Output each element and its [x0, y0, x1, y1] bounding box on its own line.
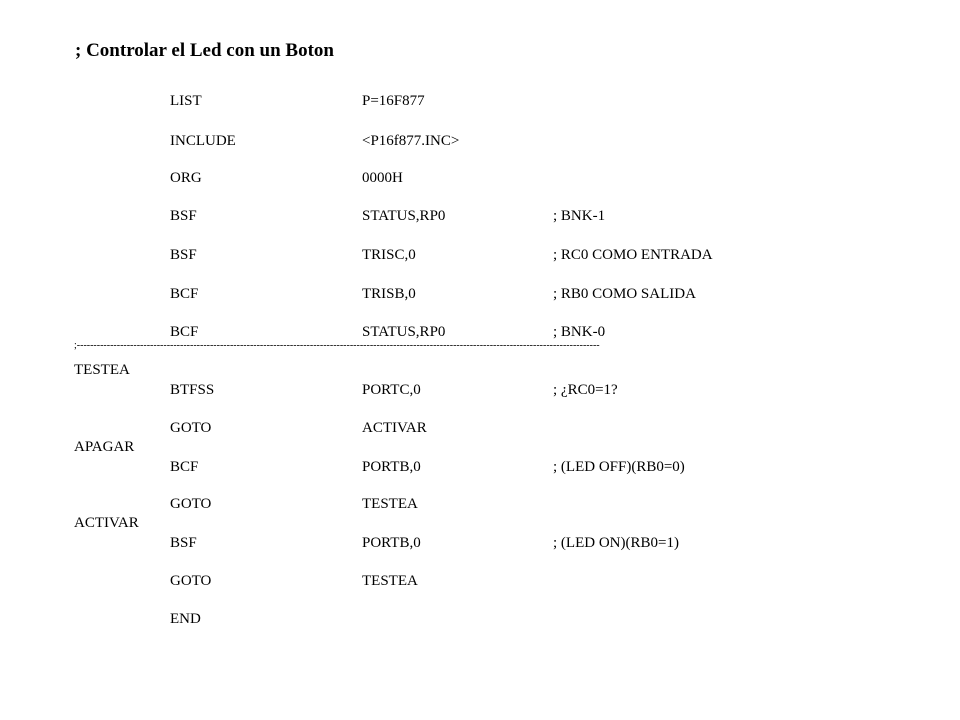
opcode: LIST — [170, 93, 202, 109]
operand: TRISB,0 — [362, 286, 416, 302]
operand: PORTB,0 — [362, 535, 421, 551]
code-line — [0, 533, 960, 553]
operand: STATUS,RP0 — [362, 324, 446, 340]
operand: <P16f877.INC> — [362, 133, 460, 149]
code-line — [0, 131, 960, 151]
comment: ; RB0 COMO SALIDA — [553, 286, 696, 302]
opcode: INCLUDE — [170, 133, 236, 149]
operand: P=16F877 — [362, 93, 425, 109]
comment: ; (LED OFF)(RB0=0) — [553, 459, 685, 475]
opcode: BCF — [170, 286, 199, 302]
label-activar: ACTIVAR — [74, 515, 139, 531]
operand: STATUS,RP0 — [362, 208, 446, 224]
opcode: ORG — [170, 170, 202, 186]
code-line — [0, 206, 960, 226]
label-testea: TESTEA — [74, 362, 130, 378]
code-line — [0, 609, 960, 629]
code-line — [0, 245, 960, 265]
code-line — [0, 168, 960, 188]
comment: ; BNK-1 — [553, 208, 606, 224]
code-line — [0, 380, 960, 400]
opcode: BSF — [170, 247, 197, 263]
comment: ; (LED ON)(RB0=1) — [553, 535, 679, 551]
code-line — [0, 91, 960, 111]
code-line — [0, 418, 960, 438]
opcode: BCF — [170, 324, 199, 340]
opcode: BSF — [170, 535, 197, 551]
opcode: GOTO — [170, 420, 212, 436]
operand: TESTEA — [362, 496, 418, 512]
operand: 0000H — [362, 170, 403, 186]
opcode: GOTO — [170, 573, 212, 589]
operand: ACTIVAR — [362, 420, 427, 436]
opcode: END — [170, 611, 201, 627]
comment: ; ¿RC0=1? — [553, 382, 618, 398]
comment: ; RC0 COMO ENTRADA — [553, 247, 713, 263]
opcode: BTFSS — [170, 382, 215, 398]
operand: PORTB,0 — [362, 459, 421, 475]
page-title: ; Controlar el Led con un Boton — [75, 40, 334, 61]
code-line — [0, 284, 960, 304]
code-line — [0, 322, 960, 342]
code-line — [0, 494, 960, 514]
code-line — [0, 571, 960, 591]
separator-comment: ;------------------------------------------------------------------------------------------------------------------------------------------------------------- — [74, 340, 600, 351]
opcode: GOTO — [170, 496, 212, 512]
label-apagar: APAGAR — [74, 439, 135, 455]
code-line — [0, 457, 960, 477]
operand: TESTEA — [362, 573, 418, 589]
opcode: BCF — [170, 459, 199, 475]
opcode: BSF — [170, 208, 197, 224]
operand: TRISC,0 — [362, 247, 416, 263]
comment: ; BNK-0 — [553, 324, 606, 340]
operand: PORTC,0 — [362, 382, 421, 398]
